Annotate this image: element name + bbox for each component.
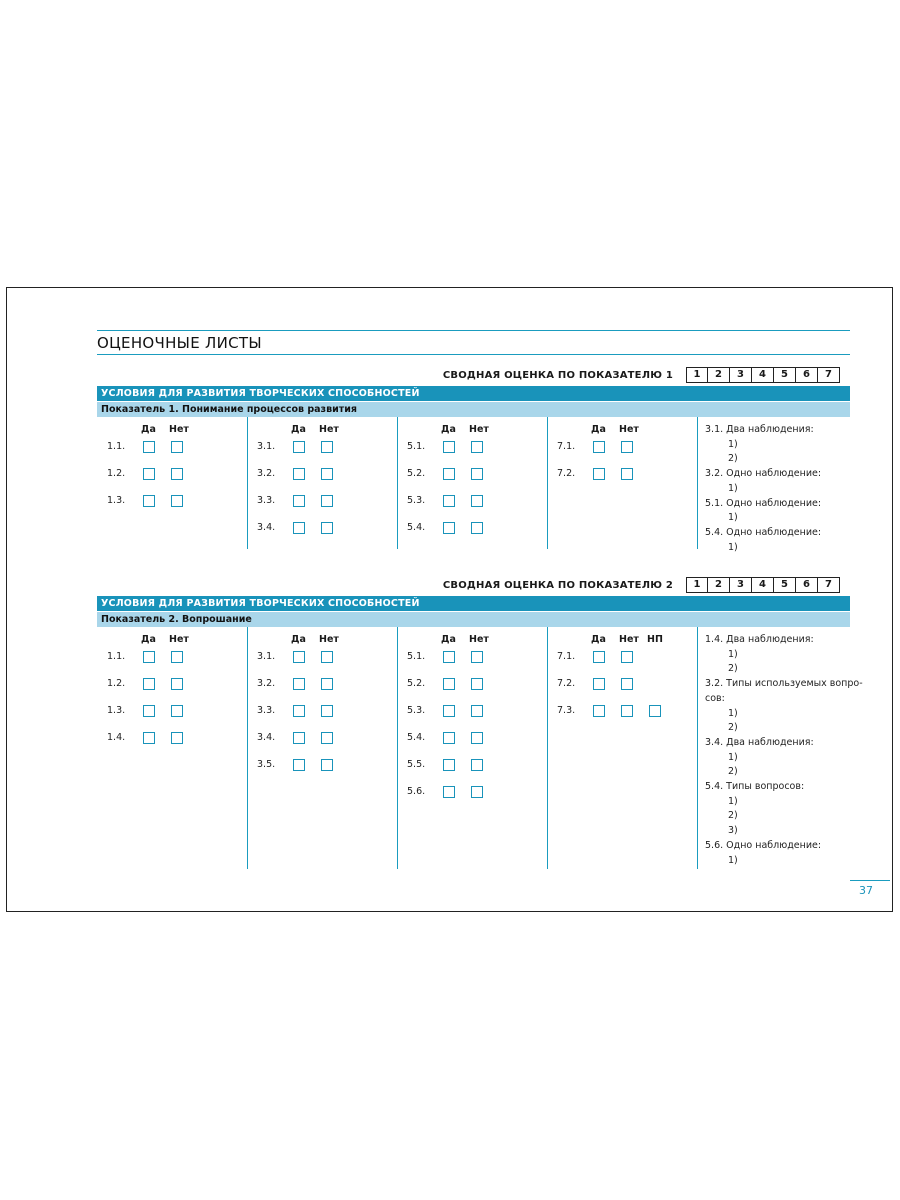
item-label: 1.4. [107,732,126,743]
item-label: 5.2. [407,468,426,479]
indicator-title-bar: Показатель 2. Вопрошание [97,612,850,627]
page-number: 37 [859,884,873,897]
page-number-rule [850,880,890,881]
answer-checkbox[interactable] [471,732,483,744]
scale-cell-5[interactable]: 5 [774,367,796,383]
item-label: 1.2. [107,468,126,479]
answer-checkbox[interactable] [171,441,183,453]
observation-note: 2) [728,722,738,734]
scale-cell-4[interactable]: 4 [752,367,774,383]
answer-checkbox[interactable] [293,759,305,771]
answer-checkbox[interactable] [621,468,633,480]
observation-note: 5.1. Одно наблюдение: [705,497,822,509]
answer-checkbox[interactable] [621,678,633,690]
observation-note: 2) [728,663,738,675]
answer-checkbox[interactable] [321,468,333,480]
title-top-rule [97,330,850,331]
column-divider [547,627,548,869]
item-label: 3.1. [257,441,276,452]
column-header: Нет [619,424,639,435]
answer-checkbox[interactable] [471,678,483,690]
answer-checkbox[interactable] [471,441,483,453]
item-label: 3.5. [257,759,276,770]
item-label: 7.2. [557,468,576,479]
answer-checkbox[interactable] [171,705,183,717]
observation-note: сов: [705,692,725,704]
column-header: Нет [619,634,639,645]
column-header: Нет [169,634,189,645]
item-label: 5.5. [407,759,426,770]
observation-note: 1) [728,438,738,450]
answer-checkbox[interactable] [593,705,605,717]
item-label: 5.2. [407,678,426,689]
item-label: 1.3. [107,495,126,506]
title-bottom-rule [97,354,850,355]
observation-note: 5.4. Типы вопросов: [705,781,805,792]
section-title-bar: УСЛОВИЯ ДЛЯ РАЗВИТИЯ ТВОРЧЕСКИХ СПОСОБНОСТЕЙ [97,596,850,611]
answer-checkbox[interactable] [443,705,455,717]
observation-note: 3.2. Типы используемых вопро- [705,678,863,690]
answer-checkbox[interactable] [443,468,455,480]
item-label: 7.3. [557,705,576,716]
indicator-title-bar: Показатель 1. Понимание процессов развития [97,402,850,417]
item-label: 5.4. [407,732,426,743]
column-divider [547,417,548,549]
column-divider [247,627,248,869]
scale-cell-1[interactable]: 1 [686,577,708,593]
summary-scale [686,577,840,593]
answer-checkbox[interactable] [321,522,333,534]
answer-checkbox[interactable] [443,759,455,771]
scale-cell-5[interactable]: 5 [774,577,796,593]
observation-note: 3.4. Два наблюдения: [705,736,814,748]
scale-cell-7[interactable]: 7 [818,367,840,383]
answer-checkbox[interactable] [443,495,455,507]
column-header: Да [591,634,606,645]
answer-checkbox[interactable] [621,651,633,663]
answer-checkbox[interactable] [293,732,305,744]
item-label: 1.1. [107,441,126,452]
answer-checkbox[interactable] [443,732,455,744]
answer-checkbox[interactable] [321,651,333,663]
column-divider [397,417,398,549]
observation-note: 1) [728,751,738,763]
answer-checkbox[interactable] [471,522,483,534]
observation-note: 3) [728,825,738,837]
column-divider [697,417,698,549]
answer-checkbox[interactable] [143,468,155,480]
observation-note: 1) [728,795,738,807]
answer-checkbox[interactable] [621,441,633,453]
answer-checkbox[interactable] [443,786,455,798]
answer-checkbox[interactable] [471,705,483,717]
column-header: Да [141,424,156,435]
column-header: Да [591,424,606,435]
answer-checkbox[interactable] [171,651,183,663]
item-label: 5.3. [407,705,426,716]
scale-cell-7[interactable]: 7 [818,577,840,593]
observation-note: 1) [728,707,738,719]
answer-checkbox[interactable] [443,441,455,453]
observation-note: 1) [728,854,738,866]
observation-note: 1) [728,482,738,494]
answer-checkbox[interactable] [471,468,483,480]
scale-cell-2[interactable]: 2 [708,367,730,383]
item-label: 5.1. [407,651,426,662]
item-label: 3.4. [257,522,276,533]
answer-checkbox[interactable] [293,522,305,534]
item-label: 3.3. [257,495,276,506]
answer-checkbox[interactable] [293,651,305,663]
item-label: 5.1. [407,441,426,452]
observation-note: 1) [728,541,738,553]
answer-checkbox[interactable] [649,705,661,717]
scale-cell-3[interactable]: 3 [730,577,752,593]
item-label: 3.4. [257,732,276,743]
answer-checkbox[interactable] [143,705,155,717]
answer-checkbox[interactable] [293,705,305,717]
observation-note: 5.4. Одно наблюдение: [705,526,822,538]
answer-checkbox[interactable] [593,441,605,453]
answer-checkbox[interactable] [443,678,455,690]
item-label: 3.2. [257,468,276,479]
scale-cell-3[interactable]: 3 [730,367,752,383]
observation-note: 5.6. Одно наблюдение: [705,839,822,851]
answer-checkbox[interactable] [293,441,305,453]
column-header: Нет [319,424,339,435]
section-title-bar: УСЛОВИЯ ДЛЯ РАЗВИТИЯ ТВОРЧЕСКИХ СПОСОБНОСТЕЙ [97,386,850,401]
item-label: 3.3. [257,705,276,716]
item-label: 5.4. [407,522,426,533]
answer-checkbox[interactable] [321,732,333,744]
answer-checkbox[interactable] [321,759,333,771]
item-label: 3.2. [257,678,276,689]
answer-checkbox[interactable] [471,759,483,771]
answer-checkbox[interactable] [143,441,155,453]
scale-cell-6[interactable]: 6 [796,367,818,383]
answer-checkbox[interactable] [143,678,155,690]
column-divider [397,627,398,869]
item-label: 1.3. [107,705,126,716]
answer-checkbox[interactable] [171,468,183,480]
column-header: Да [291,424,306,435]
answer-checkbox[interactable] [471,651,483,663]
answer-checkbox[interactable] [471,786,483,798]
observation-note: 1) [728,512,738,524]
answer-checkbox[interactable] [621,705,633,717]
column-header: НП [647,634,663,645]
column-divider [697,627,698,869]
answer-checkbox[interactable] [471,495,483,507]
scale-cell-1[interactable]: 1 [686,367,708,383]
item-label: 7.1. [557,651,576,662]
answer-checkbox[interactable] [443,651,455,663]
answer-checkbox[interactable] [593,468,605,480]
observation-note: 2) [728,766,738,778]
answer-checkbox[interactable] [143,651,155,663]
column-header: Нет [469,424,489,435]
answer-checkbox[interactable] [293,495,305,507]
scale-cell-6[interactable]: 6 [796,577,818,593]
page-frame [6,287,893,912]
summary-label: СВОДНАЯ ОЦЕНКА ПО ПОКАЗАТЕЛЮ 2 [442,580,673,591]
item-label: 1.2. [107,678,126,689]
item-label: 7.1. [557,441,576,452]
answer-checkbox[interactable] [443,522,455,534]
column-header: Нет [319,634,339,645]
item-label: 1.1. [107,651,126,662]
column-header: Да [291,634,306,645]
summary-label: СВОДНАЯ ОЦЕНКА ПО ПОКАЗАТЕЛЮ 1 [442,370,673,381]
answer-checkbox[interactable] [171,732,183,744]
column-header: Нет [169,424,189,435]
scale-cell-4[interactable]: 4 [752,577,774,593]
answer-checkbox[interactable] [293,468,305,480]
item-label: 7.2. [557,678,576,689]
page-title: ОЦЕНОЧНЫЕ ЛИСТЫ [97,334,262,352]
summary-scale [686,367,840,383]
column-header: Да [141,634,156,645]
column-header: Да [441,634,456,645]
observation-note: 1) [728,648,738,660]
answer-checkbox[interactable] [593,678,605,690]
answer-checkbox[interactable] [321,441,333,453]
answer-checkbox[interactable] [321,495,333,507]
observation-note: 1.4. Два наблюдения: [705,634,814,645]
answer-checkbox[interactable] [321,678,333,690]
column-header: Нет [469,634,489,645]
observation-note: 2) [728,453,738,465]
item-label: 3.1. [257,651,276,662]
column-divider [247,417,248,549]
answer-checkbox[interactable] [293,678,305,690]
item-label: 5.3. [407,495,426,506]
observation-note: 3.2. Одно наблюдение: [705,468,822,480]
answer-checkbox[interactable] [143,495,155,507]
observation-note: 2) [728,810,738,822]
answer-checkbox[interactable] [321,705,333,717]
item-label: 5.6. [407,786,426,797]
answer-checkbox[interactable] [593,651,605,663]
observation-note: 3.1. Два наблюдения: [705,424,814,435]
answer-checkbox[interactable] [171,495,183,507]
answer-checkbox[interactable] [143,732,155,744]
answer-checkbox[interactable] [171,678,183,690]
column-header: Да [441,424,456,435]
scale-cell-2[interactable]: 2 [708,577,730,593]
